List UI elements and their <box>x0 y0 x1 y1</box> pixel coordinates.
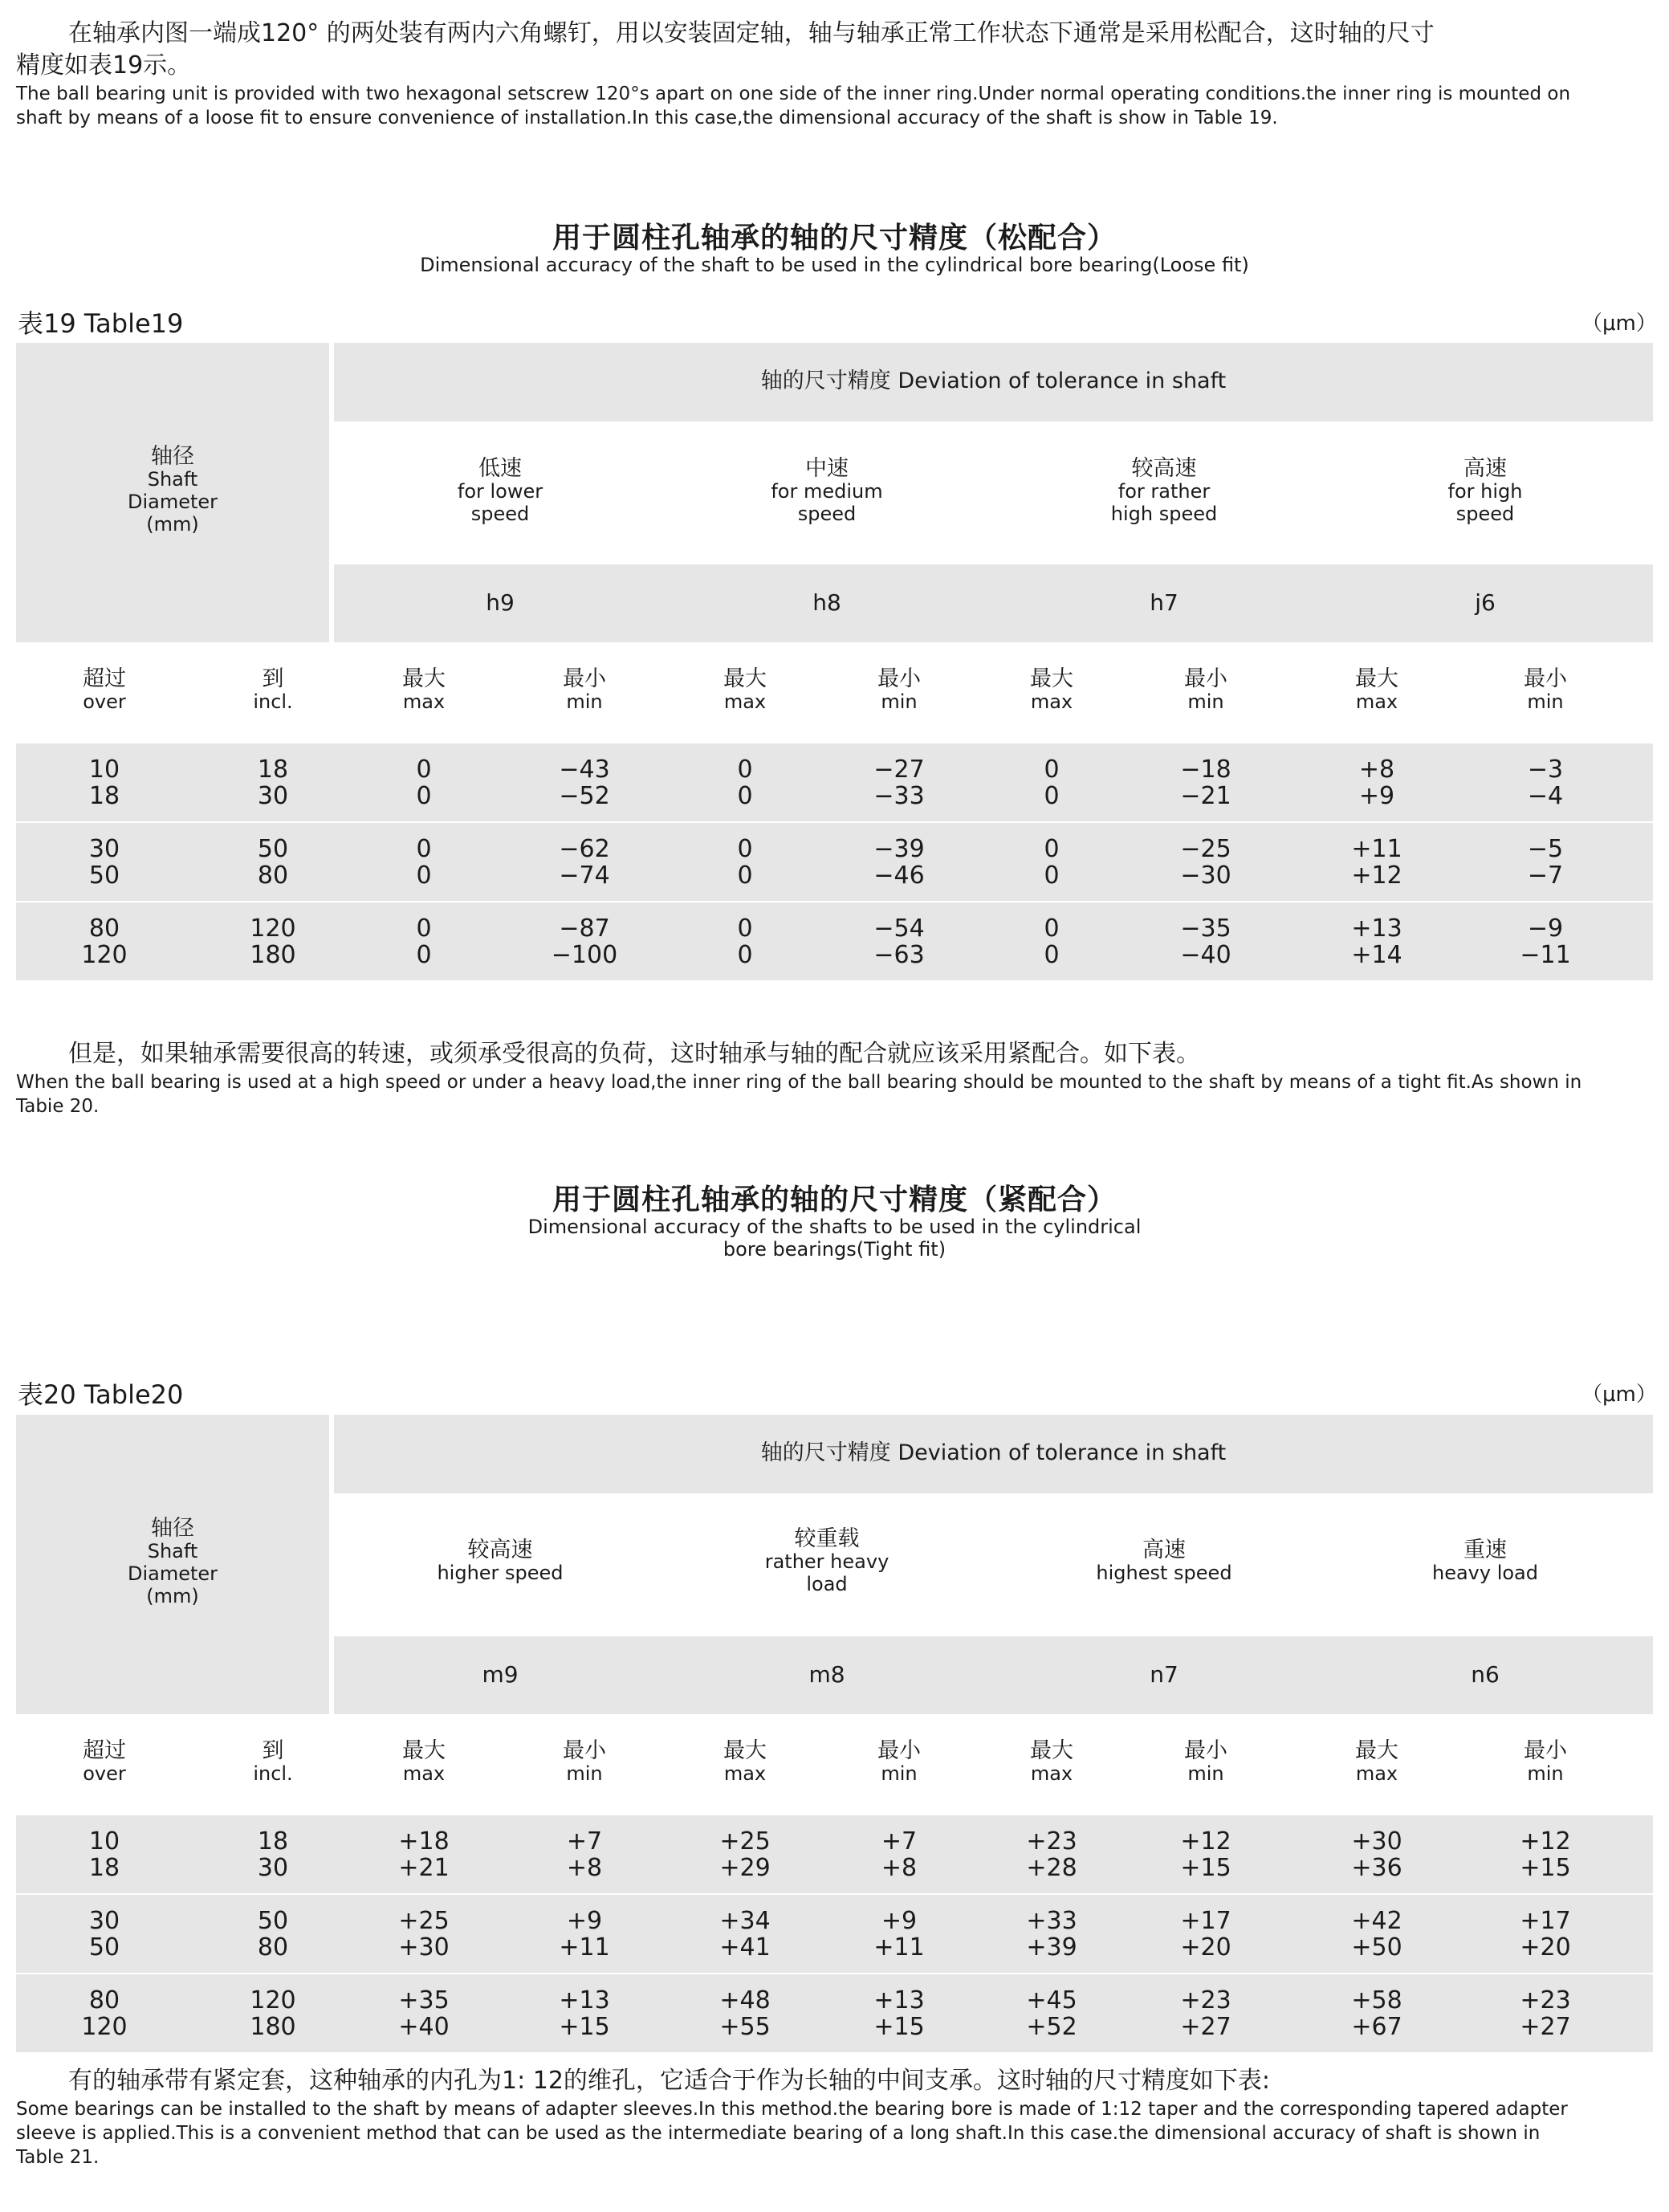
column-header-en: min <box>1527 690 1564 713</box>
table-cell: 0 <box>1044 915 1060 943</box>
table-cell: 10 <box>88 756 120 784</box>
column-header-cn: 最大 <box>1030 666 1073 691</box>
column-header-cn: 到 <box>262 1738 284 1763</box>
table-cell: 0 <box>737 862 753 890</box>
middle-cn: 但是，如果轴承需要很高的转速，或须承受很高的负荷，这时轴承与轴的配合就应该采用紧配合。如下表。 <box>68 1040 1200 1068</box>
table-cell: +41 <box>719 1933 771 1961</box>
shaft-header <box>16 446 329 536</box>
column-header-over <box>40 668 169 713</box>
table20-label: 表20 Table20 <box>18 1379 184 1410</box>
table-cell: −33 <box>873 782 925 810</box>
shaft-header <box>16 1517 329 1607</box>
column-header-min <box>1142 668 1270 713</box>
table-cell: +18 <box>398 1827 450 1856</box>
table-cell: −87 <box>559 915 610 943</box>
intro-en-line2: shaft by means of a loose fit to ensure convenience of installation.In this case,the dimensional accuracy of the shaft is show in Table 19. <box>16 108 1278 128</box>
column-header-en: max <box>402 690 446 713</box>
table-cell: +20 <box>1520 1933 1571 1961</box>
column-header-en: over <box>83 690 126 713</box>
table-cell: +13 <box>559 1986 610 2014</box>
column-header-max <box>987 668 1116 713</box>
shaft-en1: Shaft <box>147 1540 198 1562</box>
table-cell: −5 <box>1527 835 1564 863</box>
shaft-en3: (mm) <box>146 513 199 536</box>
table-cell: 120 <box>81 941 128 969</box>
table-cell: −39 <box>873 835 925 863</box>
column-header-en: min <box>566 690 603 713</box>
column-header-en: max <box>1355 690 1398 713</box>
column-header-en: min <box>881 690 918 713</box>
table-cell: −4 <box>1527 782 1564 810</box>
table-cell: 0 <box>416 941 432 969</box>
table-cell: +11 <box>873 1933 925 1961</box>
table20-title-en-line2: bore bearings(Tight fit) <box>723 1238 946 1261</box>
table-cell: −63 <box>873 941 925 969</box>
column-header-cn: 最小 <box>877 666 921 691</box>
column-header-cn: 超过 <box>83 1738 126 1763</box>
table-cell: 180 <box>250 941 296 969</box>
column-header-en: over <box>83 1762 126 1785</box>
table-cell: +12 <box>1351 862 1402 890</box>
intro-cn-line2: 精度如表19示。 <box>16 51 192 79</box>
column-header-min <box>1142 1740 1270 1785</box>
table-cell: 120 <box>250 1986 296 2014</box>
speed-en2: speed <box>1455 503 1515 525</box>
table-cell: +27 <box>1180 2013 1231 2041</box>
speed-cn: 高速 <box>1463 456 1507 481</box>
column-header-cn: 最小 <box>1524 666 1567 691</box>
column-header-cn: 最大 <box>723 1738 767 1763</box>
table-cell: +12 <box>1520 1827 1571 1856</box>
table-cell: +8 <box>566 1854 603 1882</box>
column-header-en: max <box>723 690 767 713</box>
table-cell: 0 <box>416 782 432 810</box>
table-cell: +25 <box>398 1907 450 1935</box>
table-cell: −3 <box>1527 756 1564 784</box>
table-cell: 0 <box>737 835 753 863</box>
table-cell: 120 <box>250 915 296 943</box>
column-header-cn: 最小 <box>1524 1738 1567 1763</box>
grade-label: h9 <box>486 589 515 616</box>
table-cell: −30 <box>1180 862 1231 890</box>
speed-en2: high speed <box>1110 503 1218 525</box>
table-cell: −54 <box>873 915 925 943</box>
speed-cn: 高速 <box>1142 1538 1186 1562</box>
column-header-min <box>520 1740 649 1785</box>
column-header-min <box>1481 1740 1610 1785</box>
column-header-cn: 最小 <box>1184 1738 1227 1763</box>
speed-header <box>666 1528 987 1595</box>
grade-label: n7 <box>1150 1661 1178 1688</box>
shaft-cn: 轴径 <box>151 1516 194 1541</box>
grade-label: h7 <box>1150 589 1178 616</box>
table20-title-en-line1: Dimensional accuracy of the shafts to be used in the cylindrical <box>527 1216 1142 1238</box>
table-cell: −18 <box>1180 756 1231 784</box>
speed-cn: 低速 <box>478 456 522 481</box>
column-header-max <box>360 668 488 713</box>
column-header-max <box>1313 668 1441 713</box>
column-header-en: min <box>1187 690 1224 713</box>
column-header-cn: 超过 <box>83 666 126 691</box>
footer-cn: 有的轴承带有紧定套，这种轴承的内孔为1: 12的维孔，它适合于作为长轴的中间支承。这时轴的尺寸精度如下表: <box>68 2067 1271 2095</box>
column-header-cn: 最小 <box>563 666 606 691</box>
speed-header <box>340 458 661 525</box>
column-header-min <box>1481 668 1610 713</box>
table-cell: +35 <box>398 1986 450 2014</box>
speed-cn: 重速 <box>1463 1538 1507 1562</box>
column-header-cn: 最大 <box>402 1738 446 1763</box>
column-header-cn: 最大 <box>723 666 767 691</box>
table-cell: 50 <box>88 1933 120 1961</box>
column-header-en: min <box>1187 1762 1224 1785</box>
table-cell: +34 <box>719 1907 771 1935</box>
table-cell: −21 <box>1180 782 1231 810</box>
table-cell: +23 <box>1026 1827 1077 1856</box>
table-cell: 0 <box>1044 782 1060 810</box>
column-header-en: max <box>1030 1762 1073 1785</box>
column-header-max <box>681 668 809 713</box>
column-header-en: max <box>402 1762 446 1785</box>
table-cell: −52 <box>559 782 610 810</box>
column-header-min <box>520 668 649 713</box>
table-cell: +7 <box>566 1827 603 1856</box>
table-cell: −35 <box>1180 915 1231 943</box>
shaft-en2: Diameter <box>127 1562 218 1585</box>
table20-unit: （μm） <box>1581 1383 1657 1407</box>
table-cell: 10 <box>88 1827 120 1856</box>
table-cell: 0 <box>1044 862 1060 890</box>
table-cell: 120 <box>81 2013 128 2041</box>
table-cell: −46 <box>873 862 925 890</box>
table-cell: 0 <box>1044 941 1060 969</box>
intro-cn-line1: 在轴承内图一端成120° 的两处装有两内六角螺钉，用以安装固定轴，轴与轴承正常工作状态下通常是采用松配合，这时轴的尺寸 <box>68 19 1435 47</box>
table-cell: 0 <box>416 756 432 784</box>
table-cell: 0 <box>1044 756 1060 784</box>
column-header-cn: 最小 <box>563 1738 606 1763</box>
column-header-cn: 最大 <box>1030 1738 1073 1763</box>
table-cell: +12 <box>1180 1827 1231 1856</box>
speed-cn: 较高速 <box>467 1538 533 1562</box>
table-cell: +52 <box>1026 2013 1077 2041</box>
grade-label: m8 <box>808 1661 845 1688</box>
table-cell: +25 <box>719 1827 771 1856</box>
speed-header <box>1325 1539 1646 1584</box>
column-header-cn: 最大 <box>1355 1738 1398 1763</box>
speed-en1: for rather <box>1117 480 1211 503</box>
column-header-over <box>40 1740 169 1785</box>
column-header-max <box>360 1740 488 1785</box>
table-cell: +45 <box>1026 1986 1077 2014</box>
table-cell: −62 <box>559 835 610 863</box>
table-cell: +58 <box>1351 1986 1402 2014</box>
table-cell: 18 <box>88 1854 120 1882</box>
table-cell: 0 <box>1044 835 1060 863</box>
table-cell: +48 <box>719 1986 771 2014</box>
speed-en2: speed <box>797 503 857 525</box>
table-cell: 80 <box>257 1933 289 1961</box>
table-cell: +23 <box>1520 1986 1571 2014</box>
column-header-en: min <box>881 1762 918 1785</box>
column-header-cn: 最大 <box>402 666 446 691</box>
table-cell: +55 <box>719 2013 771 2041</box>
column-header-en: max <box>1030 690 1073 713</box>
table-cell: +13 <box>873 1986 925 2014</box>
table-cell: +15 <box>1180 1854 1231 1882</box>
table-cell: +21 <box>398 1854 450 1882</box>
table-cell: 80 <box>257 862 289 890</box>
column-header-cn: 最小 <box>1184 666 1227 691</box>
table-cell: −27 <box>873 756 925 784</box>
table-cell: 18 <box>257 756 289 784</box>
footer-en-line2: sleeve is applied.This is a convenient method that can be used as the intermediate bearing of a long shaft.In this case.the dimensional accuracy of shaft is shown in <box>16 2123 1541 2144</box>
table-cell: +8 <box>1358 756 1395 784</box>
table-cell: 0 <box>416 915 432 943</box>
table-cell: 0 <box>416 862 432 890</box>
column-header-cn: 到 <box>262 666 284 691</box>
column-header-cn: 最大 <box>1355 666 1398 691</box>
table-cell: 0 <box>737 756 753 784</box>
column-header-en: min <box>1527 1762 1564 1785</box>
speed-cn: 较重载 <box>794 1526 860 1551</box>
table-cell: 18 <box>257 1827 289 1856</box>
column-header-min <box>835 1740 963 1785</box>
table-cell: +42 <box>1351 1907 1402 1935</box>
column-header-incl <box>209 1740 337 1785</box>
column-header-en: max <box>1355 1762 1398 1785</box>
table-cell: 30 <box>257 782 289 810</box>
column-header-en: incl. <box>253 690 293 713</box>
table-cell: +15 <box>873 2013 925 2041</box>
table-cell: +30 <box>398 1933 450 1961</box>
table20-title-cn: 用于圆柱孔轴承的轴的尺寸精度（紧配合） <box>552 1183 1117 1216</box>
table-cell: 30 <box>88 835 120 863</box>
table-cell: +9 <box>1358 782 1395 810</box>
table-cell: −74 <box>559 862 610 890</box>
shaft-en3: (mm) <box>146 1585 199 1607</box>
table-cell: +15 <box>559 2013 610 2041</box>
table-cell: 50 <box>257 1907 289 1935</box>
table19-title-cn: 用于圆柱孔轴承的轴的尺寸精度（松配合） <box>552 222 1117 255</box>
speed-en2: load <box>806 1573 848 1595</box>
table-cell: +50 <box>1351 1933 1402 1961</box>
table-cell: 50 <box>88 862 120 890</box>
table-cell: +9 <box>881 1907 918 1935</box>
grade-label: h8 <box>812 589 841 616</box>
table-cell: +13 <box>1351 915 1402 943</box>
table-cell: −25 <box>1180 835 1231 863</box>
speed-en2: speed <box>470 503 530 525</box>
table-cell: +17 <box>1180 1907 1231 1935</box>
table-cell: +33 <box>1026 1907 1077 1935</box>
column-header-en: incl. <box>253 1762 293 1785</box>
group-header: 轴的尺寸精度 Deviation of tolerance in shaft <box>760 369 1227 393</box>
table-cell: +40 <box>398 2013 450 2041</box>
table-cell: 18 <box>88 782 120 810</box>
speed-header <box>666 458 987 525</box>
table-cell: +29 <box>719 1854 771 1882</box>
table-cell: 30 <box>257 1854 289 1882</box>
table19-label: 表19 Table19 <box>18 308 184 339</box>
table-cell: +36 <box>1351 1854 1402 1882</box>
footer-en-line1: Some bearings can be installed to the shaft by means of adapter sleeves.In this method.the bearing bore is made of 1:12 taper and the corresponding tapered adapter <box>16 2099 1568 2120</box>
speed-en1: rather heavy <box>764 1550 889 1573</box>
column-header-max <box>987 1740 1116 1785</box>
grade-label: j6 <box>1475 589 1496 616</box>
table-cell: +15 <box>1520 1854 1571 1882</box>
grade-label: n6 <box>1471 1661 1500 1688</box>
speed-en1: higher speed <box>437 1562 564 1584</box>
table-cell: +11 <box>559 1933 610 1961</box>
speed-en1: for medium <box>771 480 883 503</box>
speed-header <box>1003 1539 1325 1584</box>
column-header-incl <box>209 668 337 713</box>
table19-unit: （μm） <box>1581 312 1657 336</box>
table-cell: 0 <box>737 782 753 810</box>
intro-en-line1: The ball bearing unit is provided with two hexagonal setscrew 120°s apart on one side of the inner ring.Under normal operating conditions.the inner ring is mounted on <box>16 84 1571 104</box>
table-cell: +14 <box>1351 941 1402 969</box>
group-header: 轴的尺寸精度 Deviation of tolerance in shaft <box>760 1440 1227 1465</box>
table-cell: +8 <box>881 1854 918 1882</box>
speed-cn: 中速 <box>805 456 849 481</box>
table-cell: +28 <box>1026 1854 1077 1882</box>
speed-en1: for lower <box>457 480 543 503</box>
speed-en1: highest speed <box>1096 1562 1232 1584</box>
column-header-en: min <box>566 1762 603 1785</box>
table-cell: 80 <box>88 915 120 943</box>
shaft-en1: Shaft <box>147 468 198 491</box>
speed-en1: for high <box>1447 480 1523 503</box>
middle-en-line2: Tabie 20. <box>16 1096 100 1117</box>
footer-en-line3: Table 21. <box>16 2147 100 2168</box>
table-cell: 0 <box>737 915 753 943</box>
table-cell: −9 <box>1527 915 1564 943</box>
table-cell: −7 <box>1527 862 1564 890</box>
shaft-cn: 轴径 <box>151 444 194 469</box>
column-header-en: max <box>723 1762 767 1785</box>
table-cell: +9 <box>566 1907 603 1935</box>
grade-label: m9 <box>482 1661 519 1688</box>
column-header-max <box>1313 1740 1441 1785</box>
shaft-en2: Diameter <box>127 491 218 513</box>
speed-cn: 较高速 <box>1131 456 1197 481</box>
table-cell: +23 <box>1180 1986 1231 2014</box>
table19-title-en: Dimensional accuracy of the shaft to be used in the cylindrical bore bearing(Loose fit) <box>420 254 1249 276</box>
speed-header <box>1003 458 1325 525</box>
column-header-max <box>681 1740 809 1785</box>
column-header-min <box>835 668 963 713</box>
table-cell: +20 <box>1180 1933 1231 1961</box>
table-cell: +7 <box>881 1827 918 1856</box>
table-cell: +11 <box>1351 835 1402 863</box>
table-cell: +67 <box>1351 2013 1402 2041</box>
table-cell: 80 <box>88 1986 120 2014</box>
middle-en-line1: When the ball bearing is used at a high speed or under a heavy load,the inner ring of the ball bearing should be mounted to the shaft by means of a tight fit.As shown in <box>16 1072 1582 1093</box>
table-cell: 0 <box>416 835 432 863</box>
table-cell: +39 <box>1026 1933 1077 1961</box>
table-cell: +27 <box>1520 2013 1571 2041</box>
table-cell: +17 <box>1520 1907 1571 1935</box>
speed-header <box>1325 458 1646 525</box>
table-cell: −43 <box>559 756 610 784</box>
table-cell: 180 <box>250 2013 296 2041</box>
table-cell: 30 <box>88 1907 120 1935</box>
table-cell: 50 <box>257 835 289 863</box>
table-cell: 0 <box>737 941 753 969</box>
speed-header <box>340 1539 661 1584</box>
table-cell: −100 <box>551 941 618 969</box>
table-cell: +30 <box>1351 1827 1402 1856</box>
speed-en1: heavy load <box>1431 1562 1538 1584</box>
table-cell: −40 <box>1180 941 1231 969</box>
column-header-cn: 最小 <box>877 1738 921 1763</box>
table-cell: −11 <box>1520 941 1571 969</box>
